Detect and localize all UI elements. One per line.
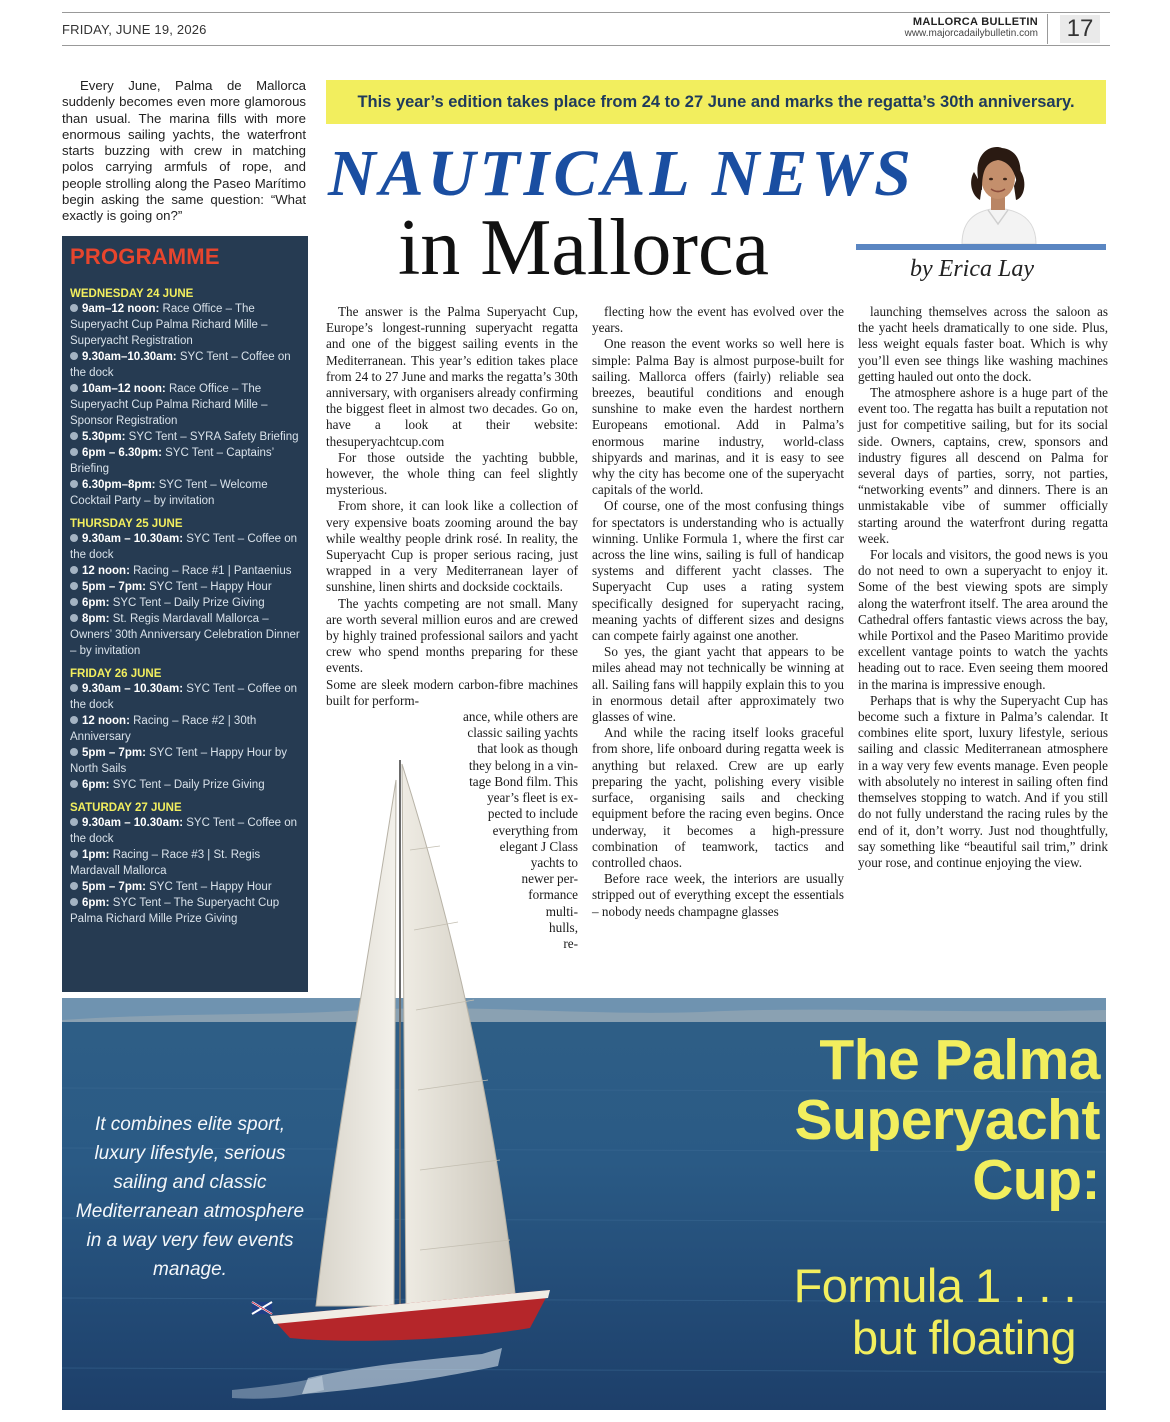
event-description: Racing – Race #1 | Pantaenius xyxy=(133,565,292,577)
event-time: 9.30am – 10.30am: xyxy=(82,533,184,545)
article-wrapped-line: everything from xyxy=(492,822,578,838)
bullet-icon xyxy=(70,582,78,590)
article-paragraph: So yes, the giant yacht that appears to be miles ahead may not technically be winning at all. Sailing fans will happily explain this to you in enormous detail after approximately two glasses of wine. xyxy=(592,644,844,725)
event-time: 5.30pm: xyxy=(82,431,126,443)
article-paragraph: flecting how the event has evolved over the years. xyxy=(592,304,844,336)
article-wrapped-line: newer per- xyxy=(521,871,578,887)
event-description: SYC Tent – Daily Prize Giving xyxy=(112,597,265,609)
subheadline-line-2: but floating xyxy=(852,1311,1076,1364)
headline-line-1: The Palma xyxy=(819,1028,1100,1092)
bullet-icon xyxy=(70,684,78,692)
event-time: 5pm – 7pm: xyxy=(82,881,146,893)
page-number: 17 xyxy=(1060,15,1100,43)
jib-sail xyxy=(316,780,396,1306)
headline-line-3: Cup: xyxy=(972,1148,1100,1212)
header-separator xyxy=(1047,14,1048,44)
article-paragraph: One reason the event works so well here is simple: Palma Bay is almost purpose-built for sailing. Mallorca offers (fairly) reliable sea breezes, beautiful conditions and enough sunshine to make even the hardest northern Europeans emotional. Add in Palma’s enormous marine industry, world-class shipyards and marinas, and it is easy to see why the city has become one of the superyacht capitals of the world. xyxy=(592,336,844,498)
article-column-2 xyxy=(592,304,844,920)
article-wrapped-line: ance, while others are xyxy=(463,709,578,725)
programme-event xyxy=(70,681,300,713)
article-wrapped-line: re- xyxy=(563,935,578,951)
pull-quote: It combines elite sport, luxury lifestyle, serious sailing and classic Mediterranean atmosphere in a way very few events manage. xyxy=(75,1114,305,1280)
event-description: SYC Tent – SYRA Safety Briefing xyxy=(128,431,299,443)
programme-day-heading: THURSDAY 25 JUNE xyxy=(70,518,183,530)
article-paragraph: Of course, one of the most confusing things for spectators is understanding who is actually winning. Unlike Formula 1, where the first car across the line wins, sailing is full of handicap systems and different yacht classes. The Superyacht Cup uses a rating system specifically designed for superyacht racing, meaning yachts of different sizes and designs can compete fairly against one another. xyxy=(592,498,844,644)
bullet-icon xyxy=(70,480,78,488)
bullet-icon xyxy=(70,566,78,574)
author-portrait-image xyxy=(944,138,1052,244)
publication-masthead xyxy=(905,16,1038,39)
bullet-icon xyxy=(70,448,78,456)
subheadline-line-1: Formula 1 . . . xyxy=(793,1259,1076,1312)
event-time: 10am–12 noon: xyxy=(82,383,166,395)
programme-event xyxy=(70,349,300,381)
event-time: 9.30am–10.30am: xyxy=(82,351,177,363)
article-wrapped-line: hulls, xyxy=(549,919,578,935)
event-time: 12 noon: xyxy=(82,715,130,727)
publication-url[interactable]: www.majorcadailybulletin.com xyxy=(904,28,1038,39)
highlight-banner: This year’s edition takes place from 24 to 27 June and marks the regatta’s 30th anniversary. xyxy=(326,80,1106,124)
event-description: SYC Tent – The Superyacht Cup Palma Richard Mille Prize Giving xyxy=(70,897,280,925)
article-wrapped-line: Some are sleek modern carbon-fibre machines built for perform- xyxy=(326,676,578,708)
article-wrapped-line: formance xyxy=(528,887,578,903)
article-paragraph: From shore, it can look like a collection of very expensive boats zooming around the bay while wealthy people drink rosé. In reality, the Superyacht Cup is proper serious racing, just wrapped in a very Mediterranean layer of sunshine, linen shirts and dockside cocktails. xyxy=(326,498,578,595)
bullet-icon xyxy=(70,780,78,788)
programme-day xyxy=(70,288,300,509)
bullet-icon xyxy=(70,716,78,724)
header-rule-bottom xyxy=(62,45,1110,46)
publication-name: MALLORCA BULLETIN xyxy=(912,16,1038,28)
event-description: SYC Tent – Coffee on the dock xyxy=(70,351,291,379)
mainsail xyxy=(402,764,516,1310)
programme-event xyxy=(70,429,300,445)
issue-date: FRIDAY, JUNE 19, 2026 xyxy=(62,22,207,37)
event-description: SYC Tent – Happy Hour xyxy=(149,881,272,893)
article-paragraph: The atmosphere ashore is a huge part of the event too. The regatta has built a reputation not just for competitive sailing, but for its social side. Owners, captains, crew, sponsors and industry figures all descend on Palma for several days of parties, sorry, not parties, “networking events” and dinners. There is an unmistakable vibe of summer officially starting around the waterfront during regatta week. xyxy=(858,385,1108,546)
bullet-icon xyxy=(70,534,78,542)
event-description: Race Office – The Superyacht Cup Palma Richard Mille – Superyacht Registration xyxy=(70,303,268,347)
article-paragraph: The answer is the Palma Superyacht Cup, Europe’s longest-running superyacht regatta and one of the biggest sailing events in the Mediterranean. This year’s edition takes place from 24 to 27 June and marks the regatta’s 30th anniversary, with organisers already confirming the biggest fleet in almost two decades. Go on, have a look at their website: thesuperyachtcup.com xyxy=(326,304,578,449)
programme-event xyxy=(70,713,300,745)
programme-event xyxy=(70,531,300,563)
programme-event xyxy=(70,563,300,579)
headline xyxy=(795,1030,1100,1210)
bullet-icon xyxy=(70,432,78,440)
bullet-icon xyxy=(70,748,78,756)
event-time: 9am–12 noon: xyxy=(82,303,160,315)
article-paragraph: For those outside the yachting bubble, however, the whole thing can feel slightly mysterious. xyxy=(326,449,578,498)
event-description: SYC Tent – Coffee on the dock xyxy=(70,533,298,561)
article-wrapped-line: they belong in a vin- xyxy=(468,757,578,773)
bullet-icon xyxy=(70,898,78,906)
article-wrapped-line: multi- xyxy=(545,903,578,919)
event-time: 9.30am – 10.30am: xyxy=(82,817,184,829)
headline-line-2: Superyacht xyxy=(794,1088,1100,1152)
subheadline xyxy=(794,1260,1076,1364)
article-wrapped-line: tage Bond film. This xyxy=(469,773,578,789)
event-description: SYC Tent – Happy Hour xyxy=(149,581,272,593)
article-wrapped-line: yachts to xyxy=(530,854,578,870)
author-portrait xyxy=(944,138,1052,244)
article-wrapped-line: year’s fleet is ex- xyxy=(487,790,578,806)
event-time: 6pm: xyxy=(82,597,110,609)
programme-day-heading: WEDNESDAY 24 JUNE xyxy=(70,288,194,300)
article-paragraph: The yachts competing are not small. Many are worth several million euros and are crewed by highly trained professional sailors and yacht crew who spend months preparing for these events. xyxy=(326,595,578,676)
intro-paragraph: Every June, Palma de Mallorca suddenly becomes even more glamorous than usual. The marina fills with more enormous sailing yachts, the waterfront starts buzzing with crew in matching polos carrying armfuls of rope, and people strolling along the Paseo Marítimo begin asking the same question: “What exactly is going on?” xyxy=(62,78,306,224)
header-rule-top xyxy=(62,12,1110,13)
event-time: 6pm: xyxy=(82,779,110,791)
event-description: SYC Tent – Coffee on the dock xyxy=(70,817,298,845)
byline: by Erica Lay xyxy=(910,256,1034,282)
event-time: 9.30am – 10.30am: xyxy=(82,683,184,695)
event-description: SYC Tent – Daily Prize Giving xyxy=(112,779,265,791)
programme-event xyxy=(70,445,300,477)
bullet-icon xyxy=(70,352,78,360)
event-description: SYC Tent – Welcome Cocktail Party – by invitation xyxy=(70,479,268,507)
article-paragraph: And while the racing itself looks graceful from shore, life onboard during regatta week is anything but relaxed. Crew are up early preparing the yacht, polishing every visible surface, organising sails and checking equipment before the racing even begins. Once underway, it becomes a high-pressure combination of teamwork, tactics and controlled chaos. xyxy=(592,725,844,870)
programme-day-heading: FRIDAY 26 JUNE xyxy=(70,668,162,680)
programme-day xyxy=(70,518,300,659)
event-time: 5pm – 7pm: xyxy=(82,747,146,759)
event-description: Racing – Race #2 | 30th Anniversary xyxy=(70,715,257,743)
event-description: Racing – Race #3 | St. Regis Mardavall Mallorca xyxy=(70,849,261,877)
event-description: St. Regis Mardavall Mallorca – Owners’ 30th Anniversary Celebration Dinner – by invitation xyxy=(70,613,300,657)
programme-event xyxy=(70,301,300,349)
article-wrapped-line: that look as though xyxy=(477,741,578,757)
article-paragraph: Perhaps that is why the Superyacht Cup has become such a fixture in Palma’s calendar. It combines elite sport, luxury lifestyle, serious sailing and classic Mediterranean atmosphere in a way very few events manage. Even people with absolutely no interest in sailing often find themselves stopping to watch. And if you still do not fully understand the racing rules by the end of it, don’t worry. Just nod thoughtfully, say something like “beautiful sail trim,” drink your rose, and continue enjoying the view. xyxy=(858,692,1108,870)
article-paragraph: launching themselves across the saloon as the yacht heels dramatically to one side. Plus, less weight equals faster boat. Which is why you’ll even see things like washing machines getting hauled out onto the dock. xyxy=(858,304,1108,384)
programme-event xyxy=(70,381,300,429)
event-time: 6pm: xyxy=(82,897,110,909)
article-column-3 xyxy=(858,304,1108,871)
event-time: 8pm: xyxy=(82,613,110,625)
bullet-icon xyxy=(70,304,78,312)
article-wrapped-line: pected to include xyxy=(487,806,578,822)
programme-day-heading: SATURDAY 27 JUNE xyxy=(70,802,182,814)
title-in-mallorca: in Mallorca xyxy=(398,204,769,292)
bullet-icon xyxy=(70,598,78,606)
programme-event xyxy=(70,595,300,611)
event-description: SYC Tent – Captains’ Briefing xyxy=(70,447,274,475)
event-description: SYC Tent – Happy Hour by North Sails xyxy=(70,747,287,775)
event-description: Race Office – The Superyacht Cup Palma Richard Mille – Sponsor Registration xyxy=(70,383,268,427)
event-description: SYC Tent – Coffee on the dock xyxy=(70,683,298,711)
programme-event xyxy=(70,579,300,595)
bullet-icon xyxy=(70,818,78,826)
byline-rule xyxy=(856,244,1106,250)
event-time: 1pm: xyxy=(82,849,110,861)
article-wrapped-line: elegant J Class xyxy=(499,838,578,854)
programme-event xyxy=(70,477,300,509)
programme-event xyxy=(70,611,300,659)
article-paragraph: For locals and visitors, the good news is you do not need to own a superyacht to enjoy it. Some of the best viewing spots are simply along the waterfront itself. The area around the Cathedral offers fantastic views across the bay, while Portixol and the Paseo Maritimo provide excellent vantage points to watch the yachts heading out to race. Even seeing them moored in the marina is impressive enough. xyxy=(858,547,1108,692)
bullet-icon xyxy=(70,850,78,858)
bullet-icon xyxy=(70,384,78,392)
event-time: 6pm – 6.30pm: xyxy=(82,447,162,459)
bullet-icon xyxy=(70,614,78,622)
article-wrapped-line: classic sailing yachts xyxy=(467,725,578,741)
article-paragraph: Before race week, the interiors are usually stripped out of everything except the essentials – nobody needs champagne glasses xyxy=(592,871,844,919)
title-nautical-news: NAUTICAL NEWS xyxy=(328,137,915,210)
event-time: 6.30pm–8pm: xyxy=(82,479,156,491)
bullet-icon xyxy=(70,882,78,890)
programme-title: PROGRAMME xyxy=(70,244,220,269)
event-time: 12 noon: xyxy=(82,565,130,577)
event-time: 5pm – 7pm: xyxy=(82,581,146,593)
